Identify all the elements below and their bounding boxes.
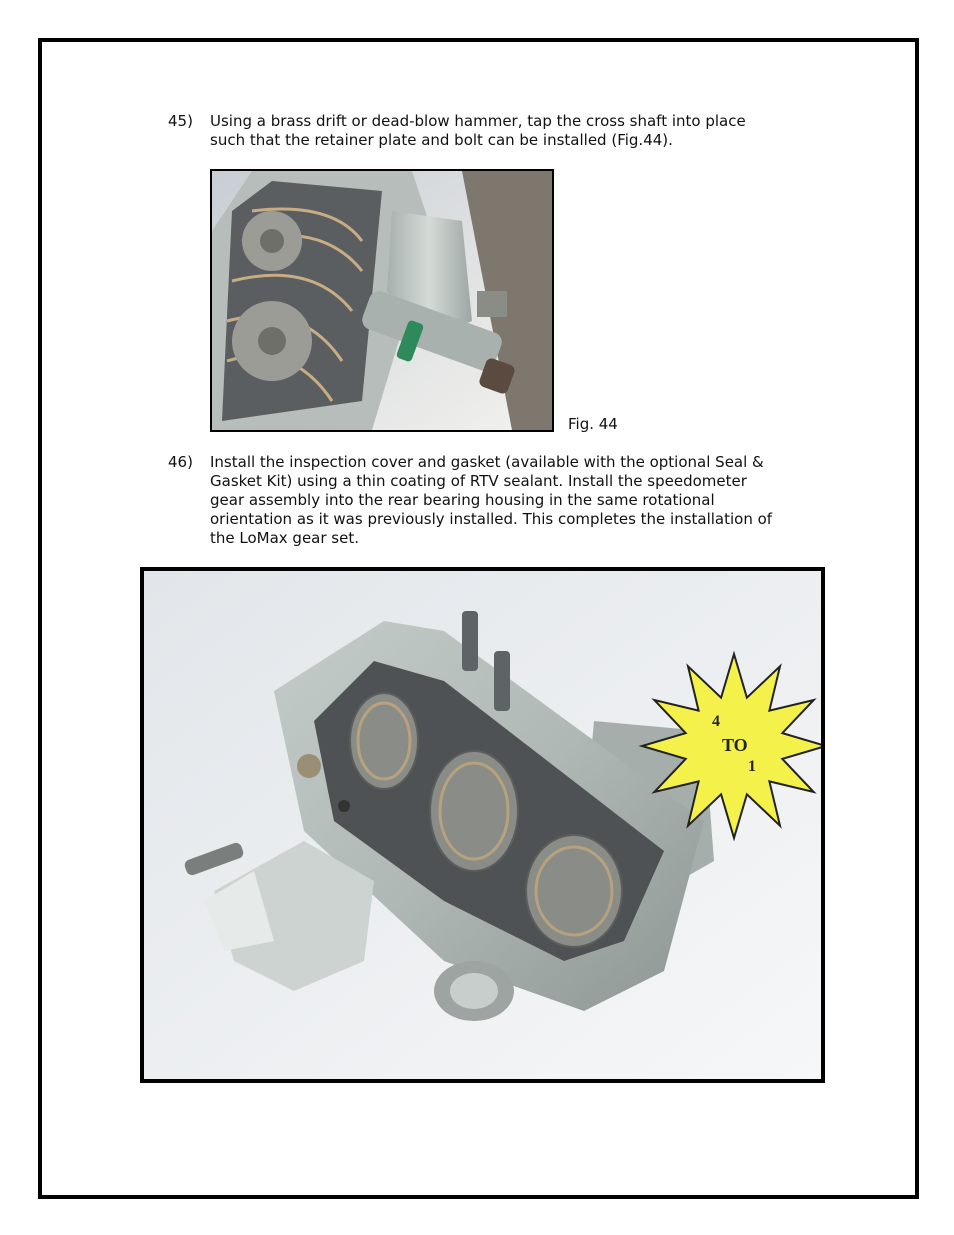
- step-text-line: gear assembly into the rear bearing housing in the same rotational: [210, 491, 715, 509]
- figure-caption: Fig. 44: [568, 415, 618, 433]
- step-text-line: orientation as it was previously installed. This completes the installation of: [210, 510, 773, 528]
- step-text-line: Install the inspection cover and gasket (available with the optional Seal &: [210, 453, 764, 471]
- gearbox-illustration: [144, 571, 821, 1079]
- step-text-line: Using a brass drift or dead-blow hammer, tap the cross shaft into place: [210, 112, 746, 130]
- fig-44-illustration: [212, 171, 552, 430]
- step-number: 46): [168, 453, 193, 471]
- step-text: [210, 112, 790, 150]
- starburst-text-1: 4: [712, 713, 720, 730]
- step-text: [210, 453, 810, 548]
- step-text-line: the LoMax gear set.: [210, 529, 360, 547]
- step-text-line: such that the retainer plate and bolt can be installed (Fig.44).: [210, 131, 673, 149]
- gearbox-photo: [140, 567, 825, 1083]
- starburst-text-3: 1: [748, 758, 756, 775]
- step-text-line: Gasket Kit) using a thin coating of RTV sealant. Install the speedometer: [210, 472, 747, 490]
- starburst-text-2: TO: [722, 735, 748, 755]
- step-46: [168, 453, 818, 553]
- fig-44-photo: [210, 169, 554, 432]
- step-45: [168, 112, 788, 152]
- step-number: 45): [168, 112, 193, 130]
